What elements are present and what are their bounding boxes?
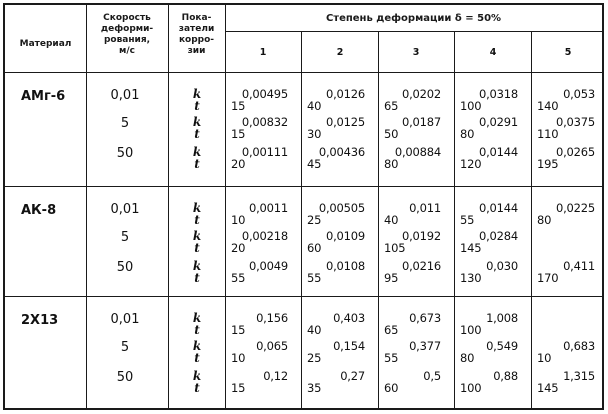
k-value: 0,053 <box>563 87 595 101</box>
t-value: 140 <box>537 99 559 113</box>
k-value: 0,00111 <box>241 145 288 159</box>
t-value: 80 <box>460 351 475 365</box>
col-divider <box>531 31 532 408</box>
t-value: 105 <box>384 241 406 255</box>
k-value: 0,0144 <box>478 201 518 215</box>
t-value: 40 <box>307 99 322 113</box>
indicator-t: t <box>194 241 200 255</box>
t-value: 10 <box>231 351 246 365</box>
t-value: 10 <box>537 351 552 365</box>
k-value: 0,0284 <box>478 229 518 243</box>
header-indicator-line: зии <box>187 46 206 56</box>
column-number: 5 <box>564 47 572 58</box>
t-value: 55 <box>460 213 475 227</box>
t-value: 80 <box>384 157 399 171</box>
t-value: 25 <box>307 213 322 227</box>
header-material: Материал <box>19 39 72 49</box>
indicator-k: k <box>192 87 202 101</box>
k-value: 0,0144 <box>478 145 518 159</box>
column-number: 2 <box>336 47 344 58</box>
t-value: 65 <box>384 99 399 113</box>
k-value: 0,0049 <box>248 259 288 273</box>
t-value: 100 <box>460 99 482 113</box>
indicator-t: t <box>194 271 200 285</box>
column-number: 4 <box>489 47 497 58</box>
corrosion-table <box>3 3 604 410</box>
header-speed-line: рования, <box>103 35 151 45</box>
k-value: 0,0291 <box>478 115 518 129</box>
k-value: 0,549 <box>486 339 518 353</box>
header-divider <box>5 72 602 73</box>
indicator-k: k <box>192 145 202 159</box>
t-value: 35 <box>307 381 322 395</box>
column-number: 3 <box>412 47 420 58</box>
t-value: 60 <box>307 241 322 255</box>
t-value: 95 <box>384 271 399 285</box>
header-speed-line: деформи- <box>100 24 154 34</box>
t-value: 100 <box>460 381 482 395</box>
deformation-speed: 5 <box>120 116 130 131</box>
col-divider <box>168 5 169 408</box>
t-value: 30 <box>307 127 322 141</box>
k-value: 0,0202 <box>401 87 441 101</box>
k-value: 0,00832 <box>241 115 288 129</box>
k-value: 0,683 <box>563 339 595 353</box>
k-value: 0,0225 <box>555 201 595 215</box>
indicator-k: k <box>192 369 202 383</box>
k-value: 0,00505 <box>318 201 365 215</box>
col-divider <box>378 31 379 408</box>
k-value: 0,00436 <box>318 145 365 159</box>
t-value: 145 <box>537 381 559 395</box>
t-value: 145 <box>460 241 482 255</box>
indicator-t: t <box>194 351 200 365</box>
indicator-t: t <box>194 99 200 113</box>
k-value: 0,0265 <box>555 145 595 159</box>
t-value: 80 <box>460 127 475 141</box>
k-value: 0,5 <box>423 369 441 383</box>
group-divider <box>5 186 602 187</box>
deformation-speed: 0,01 <box>110 312 140 327</box>
col-divider <box>301 31 302 408</box>
header-deformation-degree: Степень деформации δ = 50% <box>325 13 502 24</box>
deformation-speed: 0,01 <box>110 202 140 217</box>
t-value: 120 <box>460 157 482 171</box>
header-indicator <box>168 13 225 57</box>
k-value: 0,403 <box>333 311 365 325</box>
col-divider <box>225 5 226 408</box>
k-value: 0,27 <box>340 369 365 383</box>
t-value: 55 <box>307 271 322 285</box>
t-value: 100 <box>460 323 482 337</box>
header-indicator-line: затели <box>178 24 215 34</box>
t-value: 45 <box>307 157 322 171</box>
t-value: 40 <box>384 213 399 227</box>
k-value: 0,0108 <box>325 259 365 273</box>
t-value: 40 <box>307 323 322 337</box>
column-number: 1 <box>259 47 267 58</box>
material-name: 2Х13 <box>21 313 59 328</box>
deformation-speed: 0,01 <box>110 88 140 103</box>
deformation-speed: 5 <box>120 230 130 245</box>
t-value: 55 <box>231 271 246 285</box>
indicator-t: t <box>194 213 200 227</box>
t-value: 60 <box>384 381 399 395</box>
indicator-k: k <box>192 339 202 353</box>
k-value: 0,0375 <box>555 115 595 129</box>
k-value: 0,411 <box>563 259 595 273</box>
k-value: 0,0126 <box>325 87 365 101</box>
t-value: 15 <box>231 99 246 113</box>
header-subdivider <box>225 31 602 32</box>
indicator-t: t <box>194 127 200 141</box>
k-value: 0,0187 <box>401 115 441 129</box>
k-value: 0,0011 <box>248 201 288 215</box>
indicator-k: k <box>192 229 202 243</box>
k-value: 0,88 <box>493 369 518 383</box>
k-value: 0,0125 <box>325 115 365 129</box>
t-value: 80 <box>537 213 552 227</box>
k-value: 0,156 <box>256 311 288 325</box>
t-value: 25 <box>307 351 322 365</box>
t-value: 50 <box>384 127 399 141</box>
k-value: 1,315 <box>563 369 595 383</box>
material-name: АК-8 <box>21 203 57 218</box>
group-divider <box>5 296 602 297</box>
k-value: 0,011 <box>409 201 441 215</box>
t-value: 55 <box>384 351 399 365</box>
t-value: 20 <box>231 157 246 171</box>
indicator-k: k <box>192 259 202 273</box>
t-value: 15 <box>231 323 246 337</box>
k-value: 0,00884 <box>394 145 441 159</box>
header-indicator-line: Пока- <box>181 13 212 23</box>
indicator-t: t <box>194 157 200 171</box>
k-value: 0,0192 <box>401 229 441 243</box>
k-value: 0,0318 <box>478 87 518 101</box>
deformation-speed: 50 <box>116 370 134 385</box>
t-value: 20 <box>231 241 246 255</box>
indicator-t: t <box>194 381 200 395</box>
header-indicator-line: корро- <box>178 35 215 45</box>
t-value: 15 <box>231 127 246 141</box>
deformation-speed: 50 <box>116 146 134 161</box>
k-value: 0,00495 <box>241 87 288 101</box>
k-value: 0,377 <box>409 339 441 353</box>
deformation-speed: 5 <box>120 340 130 355</box>
k-value: 0,12 <box>263 369 288 383</box>
header-speed-line: Скорость <box>103 13 151 23</box>
k-value: 1,008 <box>486 311 518 325</box>
k-value: 0,065 <box>256 339 288 353</box>
indicator-t: t <box>194 323 200 337</box>
k-value: 0,154 <box>333 339 365 353</box>
header-speed-line: м/с <box>119 46 135 56</box>
col-divider <box>86 5 87 408</box>
header-speed <box>86 13 168 57</box>
t-value: 130 <box>460 271 482 285</box>
deformation-speed: 50 <box>116 260 134 275</box>
k-value: 0,0109 <box>325 229 365 243</box>
material-name: АМг-6 <box>21 89 66 104</box>
k-value: 0,030 <box>486 259 518 273</box>
t-value: 65 <box>384 323 399 337</box>
k-value: 0,0216 <box>401 259 441 273</box>
t-value: 15 <box>231 381 246 395</box>
t-value: 110 <box>537 127 559 141</box>
indicator-k: k <box>192 311 202 325</box>
t-value: 170 <box>537 271 559 285</box>
k-value: 0,00218 <box>241 229 288 243</box>
indicator-k: k <box>192 115 202 129</box>
k-value: 0,673 <box>409 311 441 325</box>
col-divider <box>454 31 455 408</box>
t-value: 10 <box>231 213 246 227</box>
indicator-k: k <box>192 201 202 215</box>
t-value: 195 <box>537 157 559 171</box>
